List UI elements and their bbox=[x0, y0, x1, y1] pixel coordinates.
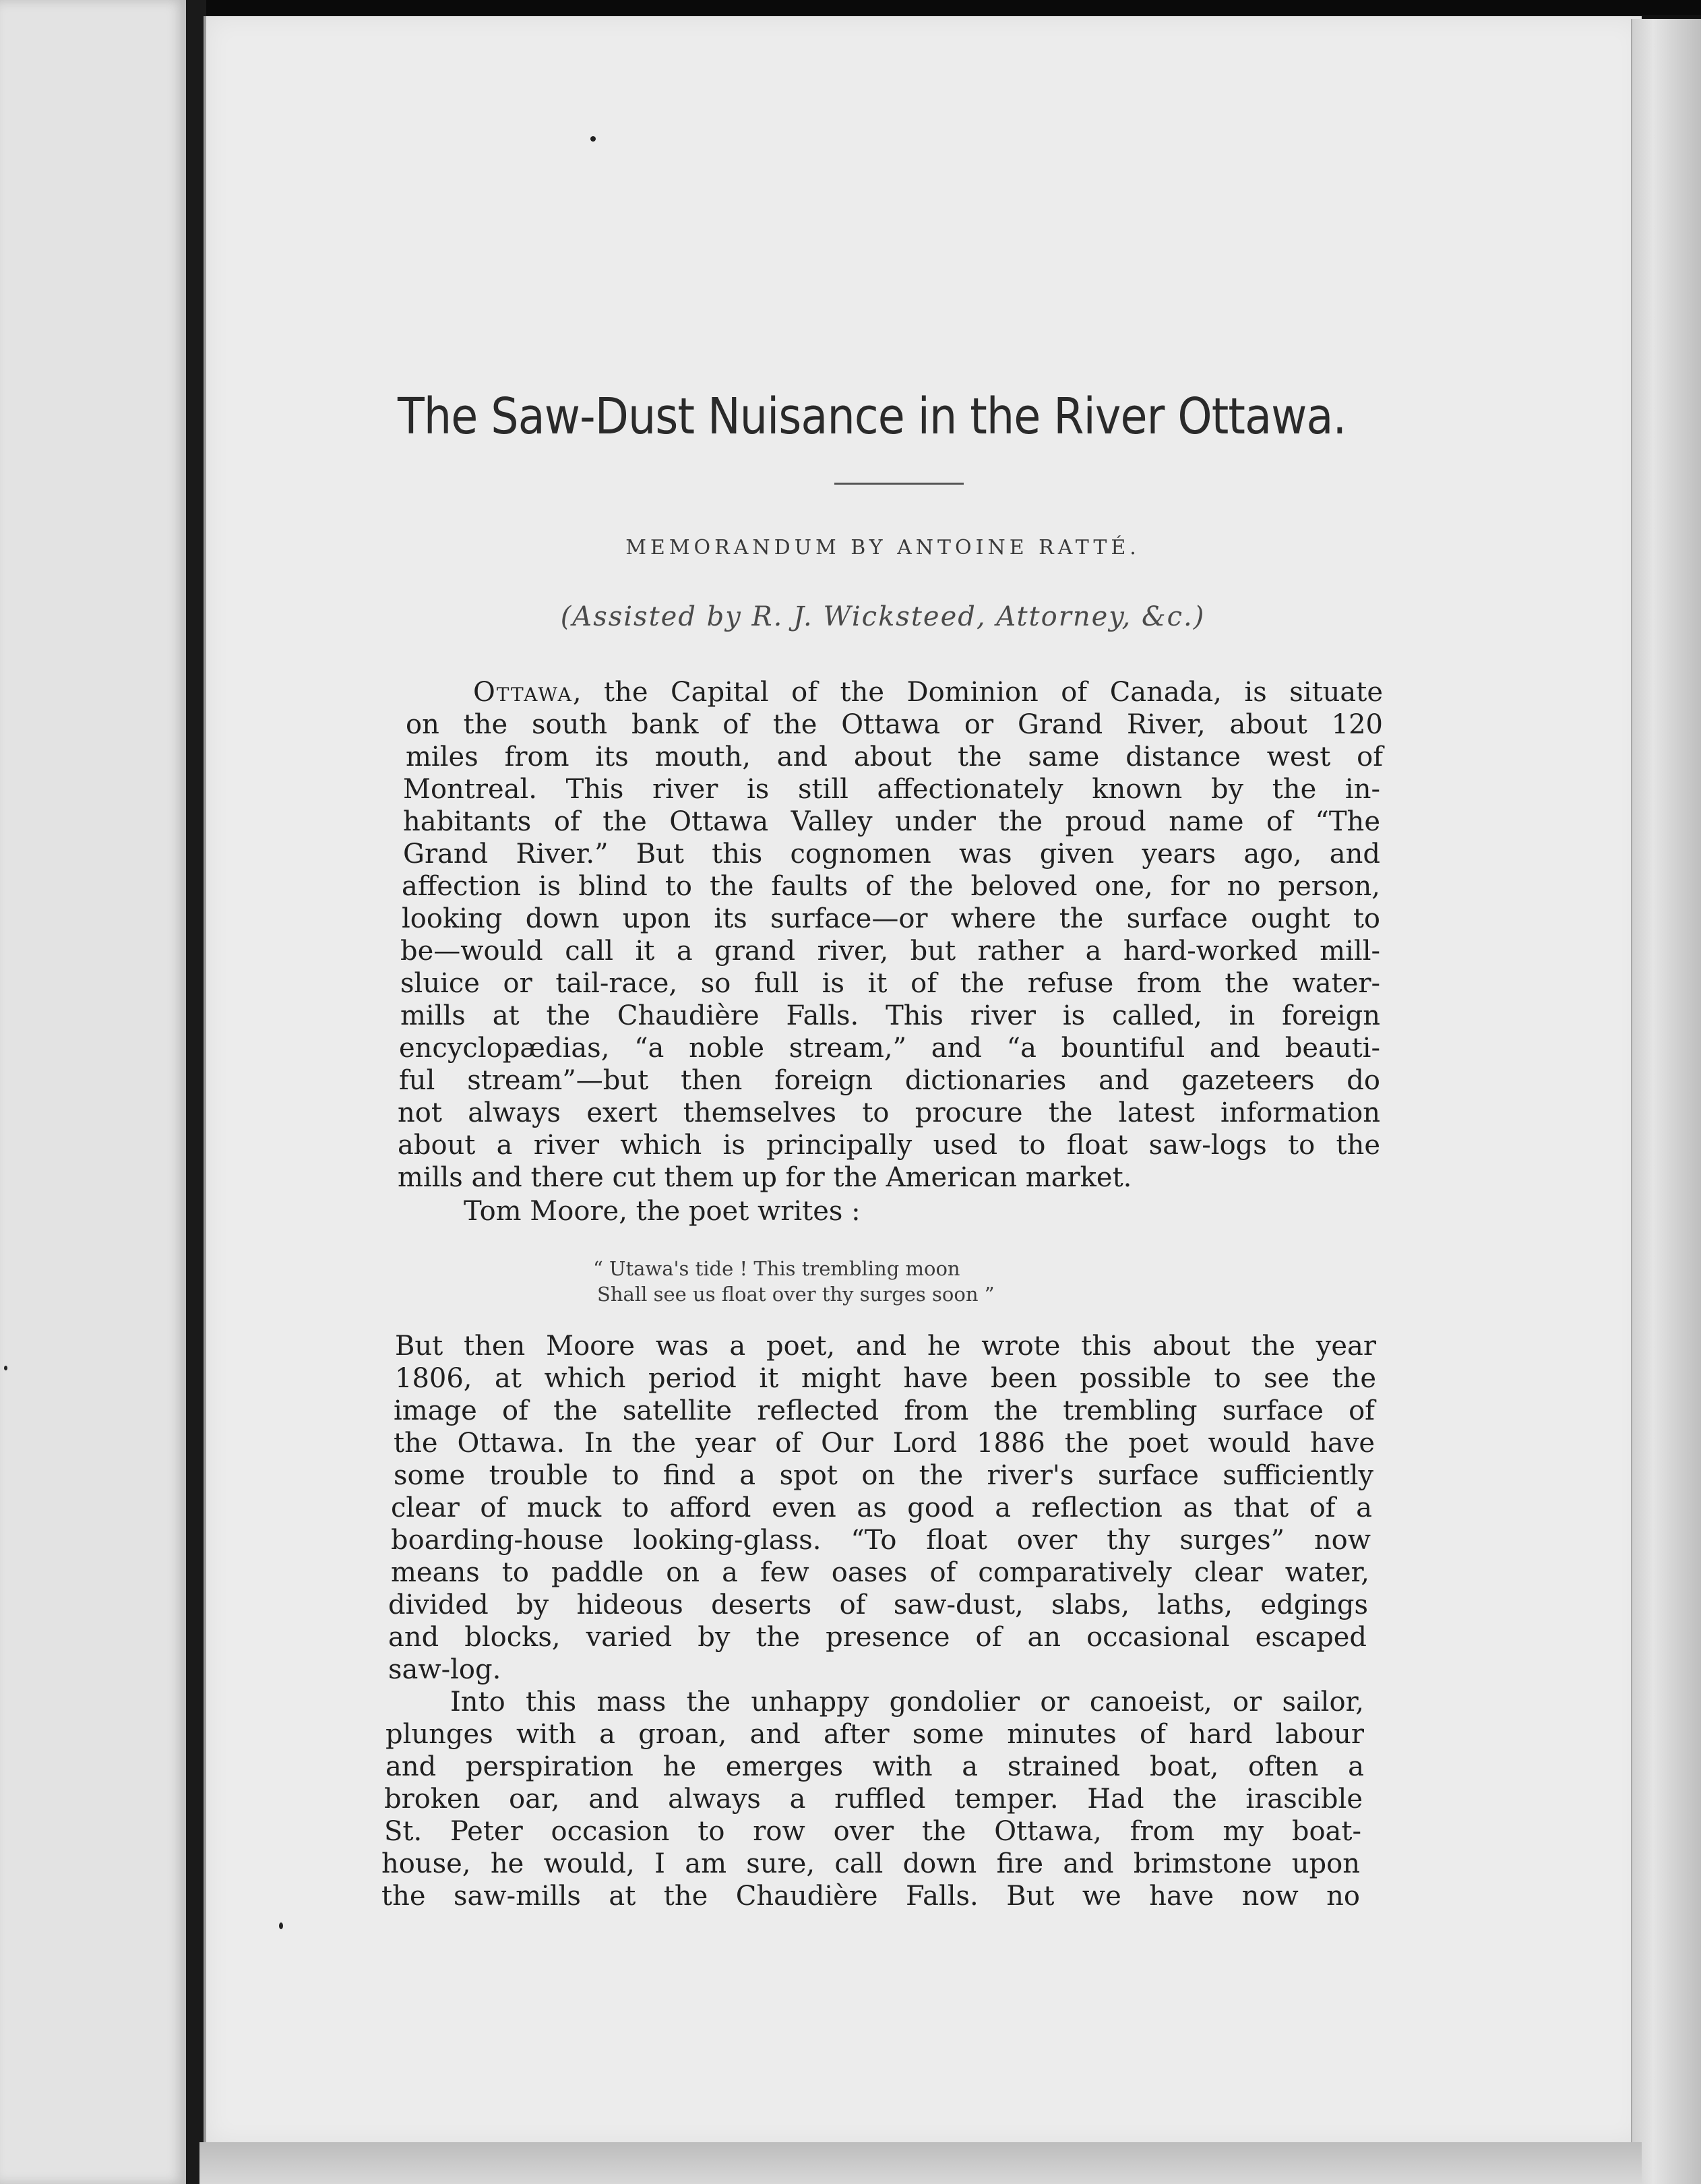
text-line: St. Peter occasion to row over the Ottawa, from my boat- bbox=[384, 1816, 1361, 1847]
page-title: The Saw-Dust Nuisance in the River Ottawa. bbox=[398, 388, 1347, 446]
text-line: habitants of the Ottawa Valley under the proud name of “The bbox=[403, 806, 1380, 837]
text-line: the saw-mills at the Chaudière Falls. But we have now no bbox=[381, 1881, 1360, 1912]
text-line bbox=[473, 677, 1383, 707]
text-line: on the south bank of the Ottawa or Grand River, about 120 bbox=[406, 709, 1383, 740]
text-line: affection is blind to the faults of the beloved one, for no person, bbox=[402, 871, 1380, 902]
text-line: image of the satellite reflected from the trembling surface of bbox=[394, 1395, 1375, 1426]
text-line: mills and there cut them up for the American market. bbox=[398, 1162, 1132, 1193]
speck bbox=[590, 136, 596, 142]
verse-line: Shall see us float over thy surges soon ” bbox=[597, 1283, 995, 1306]
text-line: Tom Moore, the poet writes : bbox=[464, 1196, 861, 1227]
text-line: some trouble to find a spot on the river's surface sufficiently bbox=[394, 1460, 1373, 1491]
text-line: the Ottawa. In the year of Our Lord 1886 the poet would have bbox=[394, 1428, 1375, 1459]
text-line: clear of muck to afford even as good a reflection as that of a bbox=[391, 1492, 1372, 1523]
text-line: encyclopædias, “a noble stream,” and “a bountiful and beauti- bbox=[399, 1033, 1380, 1064]
text-line: boarding-house looking-glass. “To float over thy surges” now bbox=[391, 1525, 1371, 1556]
right-page-edges bbox=[1631, 19, 1701, 2184]
title-rule bbox=[834, 483, 964, 485]
text-line: divided by hideous deserts of saw-dust, slabs, laths, edgings bbox=[388, 1589, 1368, 1620]
byline: MEMORANDUM BY ANTOINE RATTÉ. bbox=[625, 536, 1140, 559]
text-line: looking down upon its surface—or where the surface ought to bbox=[402, 903, 1380, 934]
text-line: Into this mass the unhappy gondolier or canoeist, or sailor, bbox=[450, 1687, 1364, 1718]
text-line: not always exert themselves to procure the latest information bbox=[398, 1097, 1380, 1128]
text-line: But then Moore was a poet, and he wrote this about the year bbox=[395, 1331, 1376, 1362]
text-line: saw-log. bbox=[388, 1654, 501, 1685]
text-line: and blocks, varied by the presence of an occasional escaped bbox=[388, 1622, 1367, 1653]
text-line: house, he would, I am sure, call down fire and brimstone upon bbox=[381, 1848, 1360, 1879]
speck bbox=[279, 1922, 283, 1929]
text-line: Grand River.” But this cognomen was given years ago, and bbox=[403, 839, 1380, 870]
text-line: about a river which is principally used to float saw-logs to the bbox=[398, 1130, 1380, 1161]
text-line: means to paddle on a few oases of comparatively clear water, bbox=[391, 1557, 1369, 1588]
first-word: Ottawa bbox=[473, 677, 573, 708]
left-page-edge bbox=[0, 0, 186, 2184]
line-rest: , the Capital of the Dominion of Canada, is situate bbox=[572, 677, 1383, 708]
text-line: and perspiration he emerges with a strained boat, often a bbox=[385, 1751, 1364, 1782]
verse-line: “ Utawa's tide ! This trembling moon bbox=[593, 1257, 960, 1280]
bottom-page-edge bbox=[199, 2142, 1642, 2184]
text-line: mills at the Chaudière Falls. This river is called, in foreign bbox=[400, 1000, 1380, 1031]
text-line: sluice or tail-race, so full is it of the refuse from the water- bbox=[400, 968, 1380, 999]
speck bbox=[4, 1366, 7, 1370]
assisted-by: (Assisted by R. J. Wicksteed, Attorney, &c.) bbox=[560, 601, 1206, 632]
text-line: Montreal. This river is still affectionately known by the in- bbox=[403, 774, 1380, 805]
text-line: plunges with a groan, and after some minutes of hard labour bbox=[385, 1719, 1364, 1750]
text-line: miles from its mouth, and about the same distance west of bbox=[406, 741, 1383, 772]
text-line: ful stream”—but then foreign dictionaries and gazeteers do bbox=[399, 1065, 1380, 1096]
text-line: be—would call it a grand river, but rather a hard-worked mill- bbox=[400, 936, 1380, 967]
text-line: 1806, at which period it might have been possible to see the bbox=[395, 1363, 1376, 1394]
text-line: broken oar, and always a ruffled temper. Had the irascible bbox=[384, 1784, 1363, 1815]
top-edge bbox=[0, 0, 1701, 15]
